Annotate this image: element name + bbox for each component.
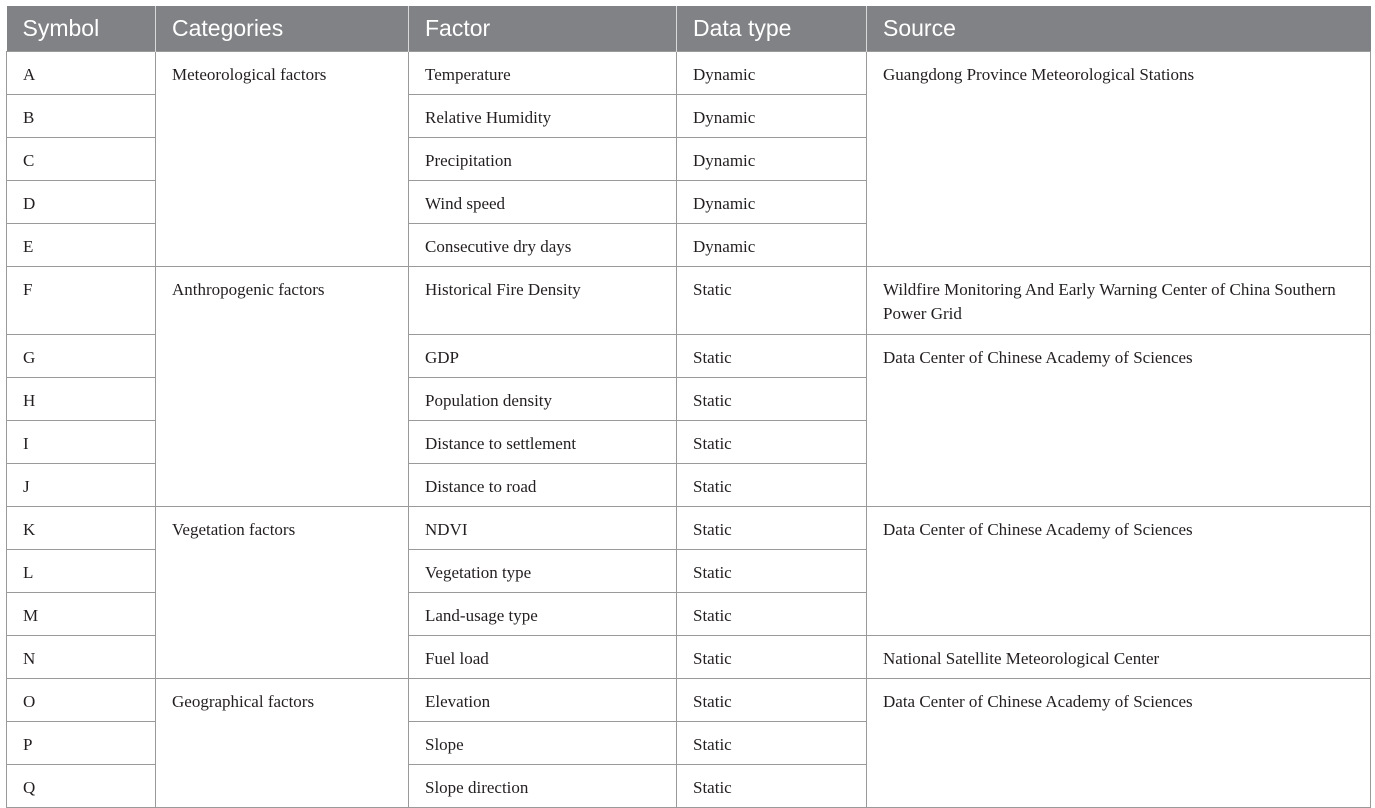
- source-cell: Data Center of Chinese Academy of Sciences: [867, 507, 1371, 636]
- header-factor: Factor: [409, 6, 677, 52]
- data-type-cell: Static: [677, 765, 867, 808]
- symbol-cell: C: [7, 138, 156, 181]
- data-type-cell: Static: [677, 550, 867, 593]
- symbol-cell: A: [7, 52, 156, 95]
- factor-cell: Consecutive dry days: [409, 224, 677, 267]
- header-symbol: Symbol: [7, 6, 156, 52]
- data-type-cell: Static: [677, 507, 867, 550]
- factors-table: [6, 6, 1371, 808]
- category-cell: Meteorological factors: [156, 52, 409, 267]
- factor-cell: Vegetation type: [409, 550, 677, 593]
- source-cell: Wildfire Monitoring And Early Warning Center of China Southern Power Grid: [867, 267, 1371, 335]
- data-type-cell: Dynamic: [677, 138, 867, 181]
- symbol-cell: O: [7, 679, 156, 722]
- symbol-cell: K: [7, 507, 156, 550]
- symbol-cell: L: [7, 550, 156, 593]
- factor-cell: Population density: [409, 378, 677, 421]
- header-data-type: Data type: [677, 6, 867, 52]
- factor-cell: NDVI: [409, 507, 677, 550]
- data-type-cell: Static: [677, 679, 867, 722]
- factor-cell: Wind speed: [409, 181, 677, 224]
- data-type-cell: Static: [677, 722, 867, 765]
- source-cell: Data Center of Chinese Academy of Sciences: [867, 679, 1371, 808]
- table-row: [7, 267, 1371, 335]
- table-row: [7, 52, 1371, 95]
- data-type-cell: Static: [677, 636, 867, 679]
- symbol-cell: I: [7, 421, 156, 464]
- factor-cell: GDP: [409, 335, 677, 378]
- symbol-cell: P: [7, 722, 156, 765]
- symbol-cell: Q: [7, 765, 156, 808]
- data-type-cell: Dynamic: [677, 52, 867, 95]
- data-type-cell: Static: [677, 421, 867, 464]
- symbol-cell: B: [7, 95, 156, 138]
- symbol-cell: M: [7, 593, 156, 636]
- symbol-cell: J: [7, 464, 156, 507]
- factor-cell: Distance to road: [409, 464, 677, 507]
- symbol-cell: H: [7, 378, 156, 421]
- header-row: [7, 6, 1371, 52]
- factor-cell: Slope: [409, 722, 677, 765]
- factor-cell: Land-usage type: [409, 593, 677, 636]
- data-type-cell: Static: [677, 335, 867, 378]
- data-type-cell: Static: [677, 378, 867, 421]
- factor-cell: Temperature: [409, 52, 677, 95]
- symbol-cell: N: [7, 636, 156, 679]
- factor-cell: Fuel load: [409, 636, 677, 679]
- factor-cell: Slope direction: [409, 765, 677, 808]
- data-type-cell: Dynamic: [677, 95, 867, 138]
- table-row: [7, 507, 1371, 550]
- factor-cell: Historical Fire Density: [409, 267, 677, 335]
- symbol-cell: G: [7, 335, 156, 378]
- category-cell: Anthropogenic factors: [156, 267, 409, 507]
- factor-cell: Precipitation: [409, 138, 677, 181]
- factor-cell: Relative Humidity: [409, 95, 677, 138]
- data-type-cell: Static: [677, 464, 867, 507]
- data-type-cell: Static: [677, 593, 867, 636]
- data-type-cell: Dynamic: [677, 224, 867, 267]
- table-row: [7, 679, 1371, 722]
- symbol-cell: E: [7, 224, 156, 267]
- header-source: Source: [867, 6, 1371, 52]
- data-type-cell: Static: [677, 267, 867, 335]
- source-cell: Guangdong Province Meteorological Stations: [867, 52, 1371, 267]
- factor-cell: Distance to settlement: [409, 421, 677, 464]
- symbol-cell: F: [7, 267, 156, 335]
- header-categories: Categories: [156, 6, 409, 52]
- source-cell: National Satellite Meteorological Center: [867, 636, 1371, 679]
- category-cell: Vegetation factors: [156, 507, 409, 679]
- factor-cell: Elevation: [409, 679, 677, 722]
- symbol-cell: D: [7, 181, 156, 224]
- category-cell: Geographical factors: [156, 679, 409, 808]
- source-cell: Data Center of Chinese Academy of Sciences: [867, 335, 1371, 507]
- data-type-cell: Dynamic: [677, 181, 867, 224]
